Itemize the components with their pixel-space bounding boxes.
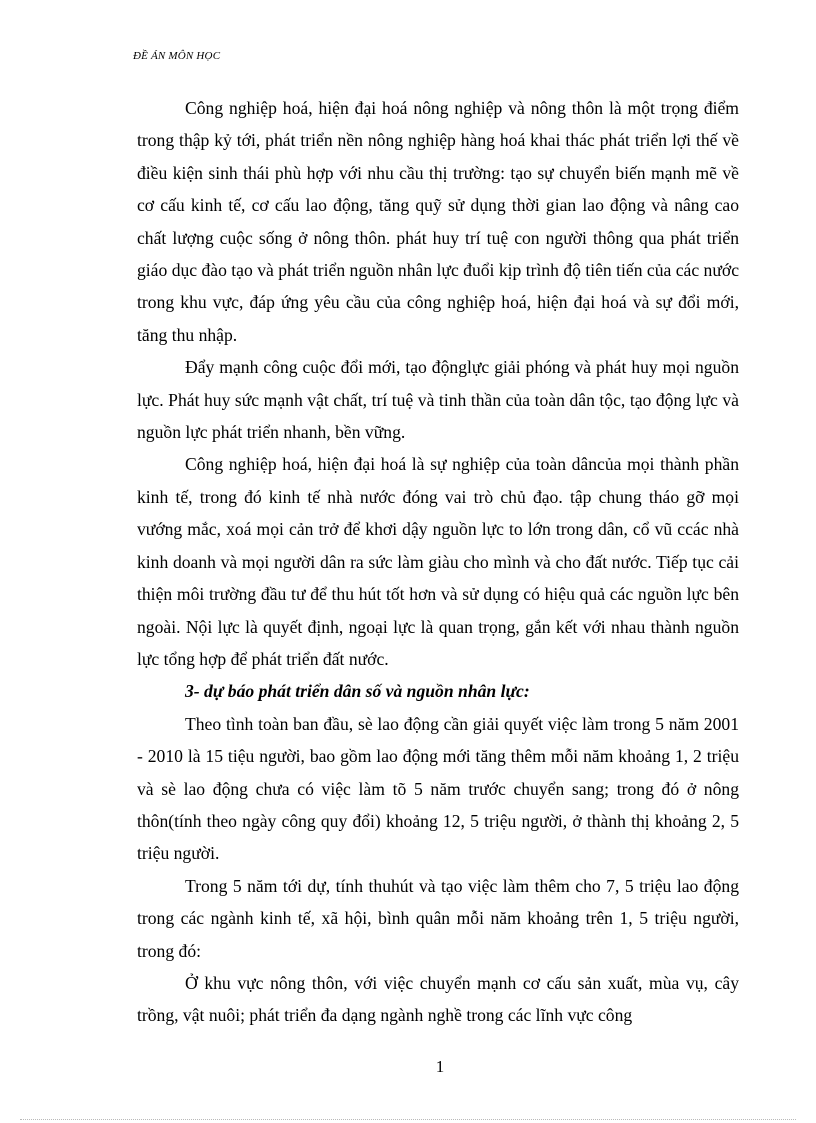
page-bottom-divider <box>20 1119 796 1120</box>
section-paragraph-2: Trong 5 năm tới dự, tính thuhút và tạo việc làm thêm cho 7, 5 triệu lao động trong các ngành kinh tế, xã hội, bình quân mỗi năm khoảng trên 1, 5 triệu người, trong đó: <box>137 875 739 961</box>
section-paragraph-3: Ở khu vực nông thôn, với việc chuyển mạnh cơ cấu sản xuất, mùa vụ, cây trồng, vật nuôi; phát triển đa dạng ngành nghề trong các lĩnh vực công <box>137 972 739 1026</box>
section-paragraph-1: Theo tình toàn ban đầu, sè lao động cần giải quyết việc làm trong 5 năm 2001 - 2010 là 15 tiệu người, bao gồm lao động mới tăng thêm mỗi năm khoảng 1, 2 triệu và sè lao động chưa có việc làm tõ 5 năm trước chuyển sang; trong đó ở nông thôn(tính theo ngày công quy đổi) khoảng 12, 5 triệu người, ở thành thị khoảng 2, 5 triệu người. <box>137 713 739 864</box>
paragraph-3: Công nghiệp hoá, hiện đại hoá là sự nghiệp của toàn dâncủa mọi thành phần kinh tế, trong đó kinh tế nhà nước đóng vai trò chủ đạo. tập chung tháo gỡ mọi vướng mắc, xoá mọi cản trở để khơi dậy nguồn lực to lớn trong dân, cổ vũ ccác nhà kinh doanh và mọi người dân ra sức làm giàu cho mình và cho đất nước. Tiếp tục cải thiện môi trường đầu tư để thu hút tốt hơn và sử dụng có hiệu quả các nguồn lực bên ngoài. Nội lực là quyết định, ngoại lực là quan trọng, gắn kết với nhau thành nguồn lực tổng hợp để phát triển đất nước. <box>137 454 739 669</box>
paragraph-1: Công nghiệp hoá, hiện đại hoá nông nghiệp và nông thôn là một trọng điểm trong thập kỷ tới, phát triển nền nông nghiệp hàng hoá khai thác phát triển lợi thế về điều kiện sinh thái phù hợp với nhu cầu thị trường: tạo sự chuyển biến mạnh mẽ về cơ cấu kinh tế, cơ cấu lao động, tăng quỹ sử dụng thời gian lao động và nâng cao chất lượng cuộc sống ở nông thôn. phát huy trí tuệ con người thông qua phát triển giáo dục đào tạo và phát triển nguồn nhân lực đuổi kịp trình độ tiên tiến của các nước trong khu vực, đáp ứng yêu cầu của công nghiệp hoá, hiện đại hoá và sự đổi mới, tăng thu nhập. <box>137 98 739 345</box>
section-heading: 3- dự báo phát triển dân số và nguồn nhân lực: <box>185 681 530 702</box>
page-number: 1 <box>435 1057 445 1076</box>
paragraph-2: Đẩy mạnh công cuộc đổi mới, tạo độnglực giải phóng và phát huy mọi nguồn lực. Phát huy sức mạnh vật chất, trí tuệ và tinh thần của toàn dân tộc, tạo động lực và nguồn lực phát triển nhanh, bền vững. <box>137 357 739 443</box>
document-body <box>137 92 739 1032</box>
page-header: ĐỀ ÁN MÔN HỌC <box>133 50 221 62</box>
